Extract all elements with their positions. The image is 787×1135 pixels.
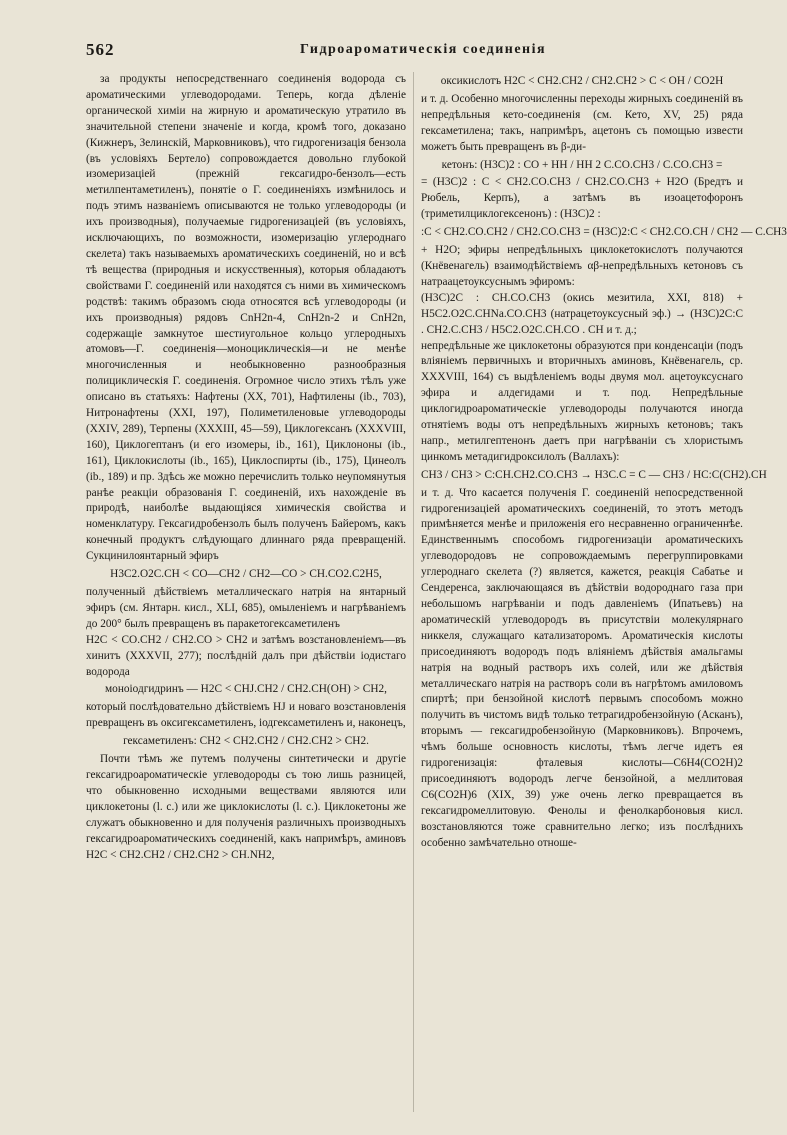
formula: CH3 / CH3 > C:CH.CH2.CO.CH3 → H3C.C = C — CH3 / HC:C(CH2).CH [421, 468, 767, 481]
paragraph: за продукты непосредственнаго соединенія водорода съ ароматическими углеводородами. Теперь, когда дѣленіе органической химіи на жирную и ароматическую утратило въ значительной степени значеніе и когда, кромѣ того, доказано (Кижнеръ, Зелинскій, Марковниковъ), что гидрогенизація бензола (въ условіяхъ Бертело) сопровождается довольно глубокой изомеризаціей (прежній гексагидро-бензолъ—есть метилпентаметиленъ), понятіе о Г. соединеніяхъ измѣнилось и подъ этимъ названіемъ описываются не только углеводороды (и ихъ производныя), получаемые гидрогенизаціей (въ условіяхъ, исключающихъ, по возможности, изомеризацію углероднаго скелета) такъ называемыхъ ароматическихъ соединеній, но и всѣ тѣ вещества (природныя и искусственныя), которыя обладаютъ свойствами Г. соединеній или находятся съ ними въ химическомъ родствѣ: такимъ образомъ сюда относятся всѣ углеводороды (и ихъ производныя) рядовъ CnH2n-4, CnH2n-2 и CnH2n, содержащіе замкнутое шестиугольное кольцо углеродныхъ атомовъ—Г. соединенія—моноциклическія—и не менѣе многочисленныя и необыкновенно разнообразныя полициклическія Г. соединенія. Огромное число этихъ тѣлъ уже описано въ статьяхъ: Нафтены (XX, 701), Нафтилены (ib., 703), Нитронафтены (XXI, 197), Полиметиленовые углеводороды (XXIV, 289), Терпены (XXXIII, 45—59), Циклогексанъ (XXXVIII, 160), Циклогептанъ (и его изомеры, ib., 161), Циклононы (ib., 161), Циклокислоты (ib., 165), Циклоспирты (ib., 175), Цинеолъ (ib., 189) и пр. Здѣсь же можно перечислить только неупомянутыя ранѣе реакціи образованія Г. соединеній, ихъ нахожденіе въ природѣ, наиболѣе выдающіяся химическія свойства и номенклатуру. Гексагидробензолъ былъ полученъ Байеромъ, какъ конечный продуктъ слѣдующаго длиннаго ряда превращеній. Сукцинилоянтарный эфиръ [86, 73, 406, 563]
paragraph: + H2O; эфиры непредѣльныхъ циклокетокислотъ получаются (Кнёвенагель) взаимодѣйствіемъ αβ-непредѣльныхъ кетоновъ съ натраацетоуксуснымъ эфиромъ: [421, 244, 743, 288]
paragraph: H2C < CO.CH2 / CH2.CO > CH2 и затѣмъ возстановленіемъ—въ хинитъ (XXXVII, 277); послѣдній далъ при дѣйствіи іодистаго водорода [86, 633, 406, 678]
paragraph: = (H3C)2 : C < CH2.CO.CH3 / CH2.CO.CH3 + H2O (Бредтъ и Рюбель, Керпъ), а затѣмъ въ изоацетофоронъ (триметилциклогексенонъ) : (H3C)2 : [421, 176, 743, 221]
formula: :C < CH2.CO.CH2 / CH2.CO.CH3 = (H3C)2:C < CH2.CO.CH / CH2 — C.CH3 [421, 226, 787, 239]
paragraph: который послѣдовательно дѣйствіемъ HJ и новаго возстановленія превращенъ въ оксигексаметиленъ, іодгексаметиленъ и, наконецъ, [86, 701, 406, 730]
paragraph: непредѣльные же циклокетоны образуются при конденсаціи (подъ вліяніемъ первичныхъ и вторичныхъ аминовъ, Кнёвенагель, ср. XXXVIII, 164) съ выдѣленіемъ воды двумя мол. ацетоуксуснаго эфира и алдегидами и т. под. Непредѣльные циклогидроароматическіе углеводороды получаются иногда отнятіемъ воды отъ непредѣльныхъ жирныхъ кетоновъ; такъ напр., метилгептенонъ даетъ при нагрѣваніи съ хлористымъ цинкомъ метадигидроксилолъ (Валлахъ): [421, 339, 743, 463]
formula: оксикислотъ H2C < CH2.CH2 / CH2.CH2 > C < OH / CO2H [440, 75, 724, 87]
page-number: 562 [86, 40, 115, 59]
running-title: Гидроароматическія соединенія [300, 42, 547, 57]
formula: гексаметиленъ: CH2 < CH2.CH2 / CH2.CH2 > CH2. [123, 735, 369, 748]
formula: H3C2.O2C.CH < CO—CH2 / CH2—CO > CH.CO2.C2H5, [110, 568, 382, 581]
paragraph: и т. д. Особенно многочисленны переходы жирныхъ соединеній въ непредѣльныя кето-соединенія (см. Кето, XV, 25) ряда гексаметилена; такъ, напримѣръ, ацетонъ съ помощью извести можетъ быть превращенъ въ β-ди- [421, 92, 743, 153]
paragraph: и т. д. Что касается полученія Г. соединеній непосредственной гидрогенизаціей ароматическихъ соединеній, то этотъ методъ примѣняется менѣе и приложенія его несравненно ограниченнѣе. Единственнымъ способомъ гидрогенизаціи ароматическихъ углеводородовъ не сопровождаемымъ перегруппировками углероднаго скелета (?) является, кажется, реакція Сабатье и Сендеренса, заключающаяся въ дѣйствіи водороднаго газа при небольшомъ нагрѣваніи и подъ давленіемъ (Ипатьевъ) на ароматическій углеводородъ въ присутствіи молекулярнаго никкеля, служащаго катализаторомъ. Ароматическія кислоты присоединяютъ водородъ подъ вліяніемъ дѣйствія амальгамы натрія на водный растворъ ихъ солей, или же дѣйствія металлическаго натрія на растворъ соли въ нагрѣтомъ амиловомъ спиртѣ; при бензойной кислотѣ первымъ способомъ можно получить въ чистомъ видѣ только тетрагидробензойную (Асканъ), вторымъ — гексагидробензойную (Марковниковъ). Впрочемъ, чѣмъ больше основность кислоты, тѣмъ легче идетъ ея гидрогенизація: фталевыя кислоты—C6H4(CO2H)2 присоединяютъ водородъ легче бензойной, а меллитовая C6(CO2H)6 (XIX, 39) уже очень легко превращается въ гексагидромеллитовую. Фенолы и фенолкарбоновыя кисл. возстановляются тоже сравнительно легко; изъ послѣднихъ особенно замѣчательно отноше- [421, 486, 743, 849]
column-divider [413, 72, 414, 1112]
paragraph: Почти тѣмъ же путемъ получены синтетически и другіе гексагидроароматическіе углеводороды съ тою лишь разницей, что обыкновенно исходными веществами являются или циклокетоны (l. c.) или же циклокислоты (l. c.). Циклокетоны же служатъ обыкновенно и для полученія различныхъ производныхъ гексагидроароматическихъ соединеній, какъ напримѣръ, аминовъ H2C < CH2.CH2 / CH2.CH2 > CH.NH2, [86, 753, 406, 861]
paragraph: (H3C)2C : CH.CO.CH3 (окись мезитила, XXI, 818) + H5C2.O2C.CHNa.CO.CH3 (натрацетоуксусный эф.) → (H3C)2C:C . CH2.C.CH3 / H5C2.O2C.CH.CO . CH и т. д.; [421, 291, 743, 336]
formula: кетонъ: (H3C)2 : CO + HH / HH 2 C.CO.CH3 / C.CO.CH3 = [441, 158, 723, 171]
left-column [86, 72, 406, 1122]
paragraph: полученный дѣйствіемъ металлическаго натрія на янтарный эфиръ (см. Янтарн. кисл., XLI, 685), омыленіемъ и нагрѣваніемъ до 200° былъ превращенъ въ паракетогексаметиленъ [86, 586, 406, 630]
right-column [421, 72, 787, 1122]
formula: моноіодгидринъ — H2C < CHJ.CH2 / CH2.CH(OH) > CH2, [105, 683, 387, 696]
